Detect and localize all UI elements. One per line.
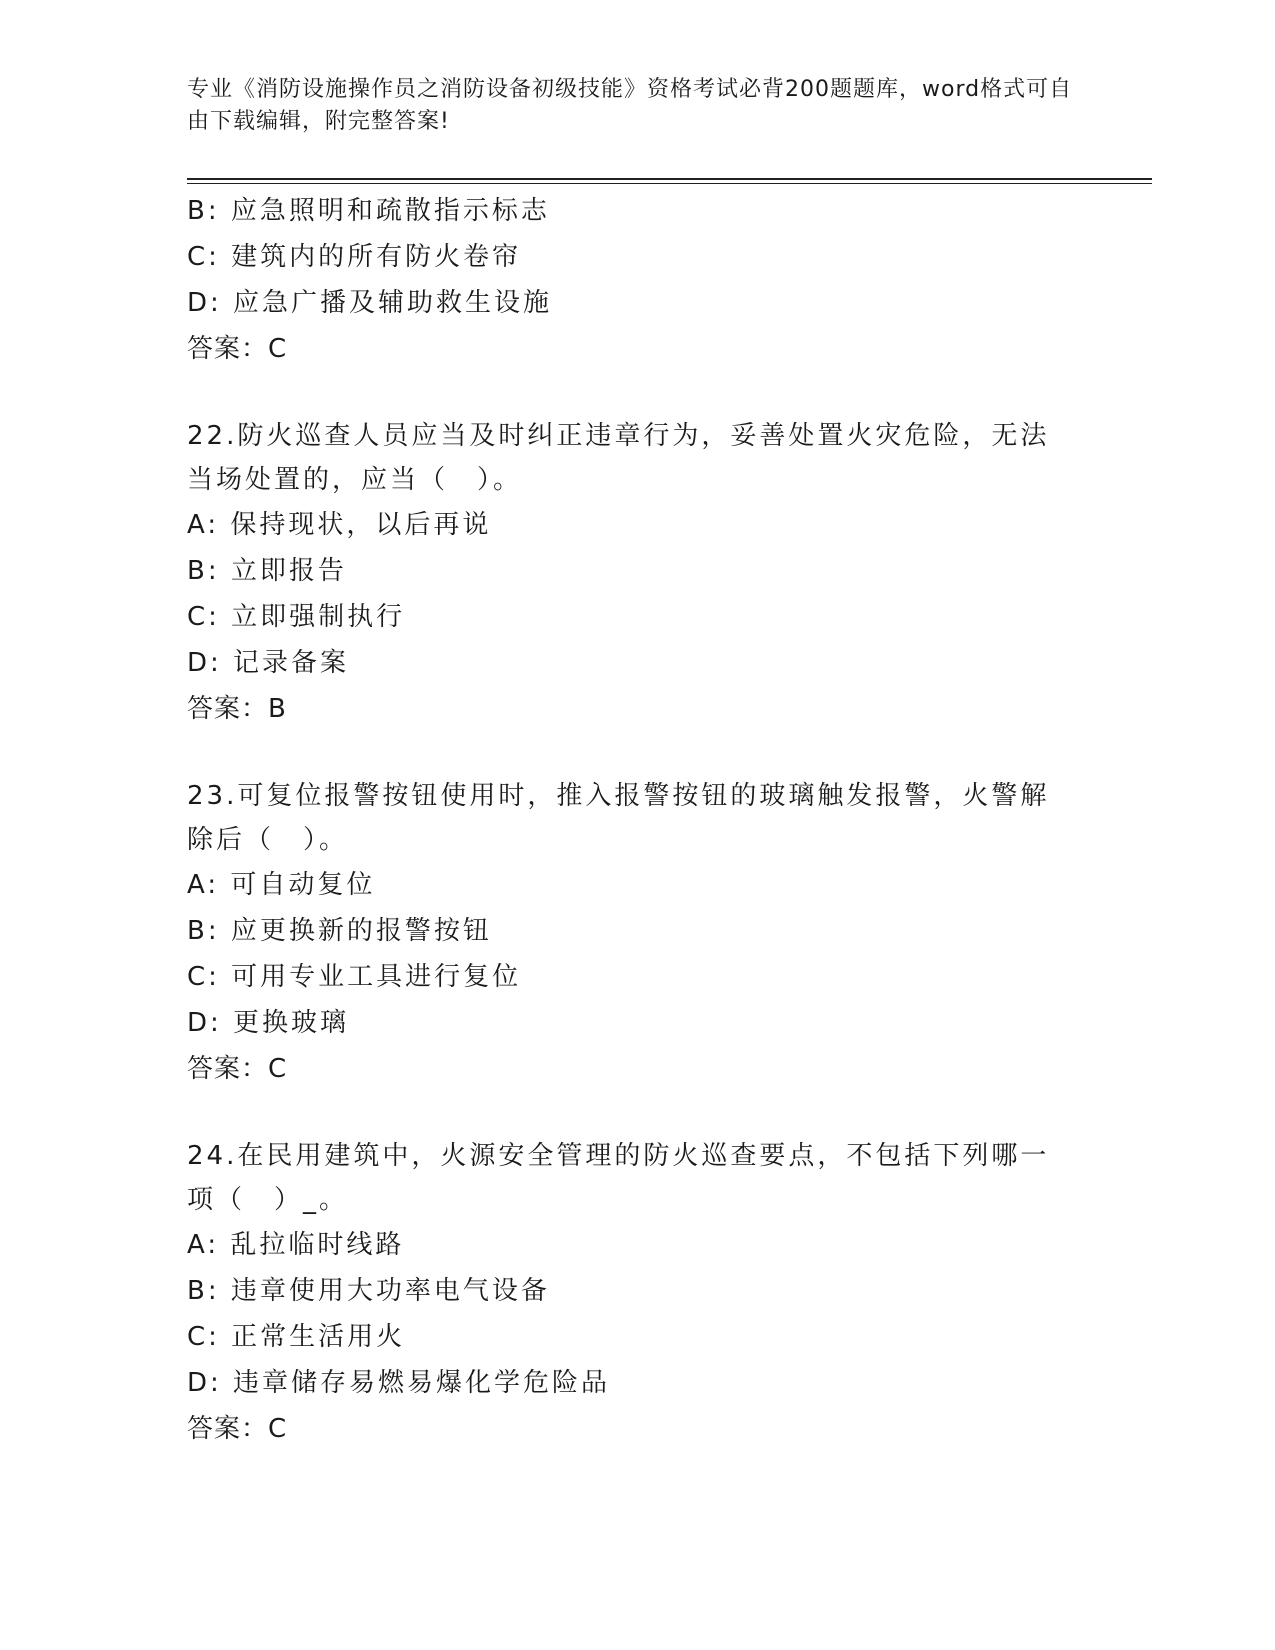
option-d: D: 违章储存易燃易爆化学危险品 — [187, 1368, 611, 1398]
question-23 — [187, 774, 1087, 1092]
continued-question — [187, 188, 1087, 372]
option-c: C: 可用专业工具进行复位 — [187, 962, 522, 992]
question-24 — [187, 1134, 1087, 1452]
option-d: D: 应急广播及辅助救生设施 — [187, 288, 553, 318]
answer-line: 答案：C — [187, 334, 288, 364]
option-d: D: 记录备案 — [187, 648, 350, 678]
option-d: D: 更换玻璃 — [187, 1008, 350, 1038]
question-22 — [187, 414, 1087, 732]
question-text: 23.可复位报警按钮使用时，推入报警按钮的玻璃触发报警，火警解除后（ ）。 — [187, 781, 1050, 855]
answer-line: 答案：C — [187, 1414, 288, 1444]
question-text: 22.防火巡查人员应当及时纠正违章行为，妥善处置火灾危险，无法当场处置的，应当（ ）。 — [187, 421, 1050, 495]
question-list — [187, 188, 1087, 1452]
option-a: A: 保持现状，以后再说 — [187, 510, 492, 540]
option-b: B: 应更换新的报警按钮 — [187, 916, 492, 946]
option-c: C: 立即强制执行 — [187, 602, 406, 632]
option-b: B: 违章使用大功率电气设备 — [187, 1276, 550, 1306]
option-c: C: 正常生活用火 — [187, 1322, 406, 1352]
option-b: B: 应急照明和疏散指示标志 — [187, 196, 550, 226]
header-divider-thin — [187, 183, 1152, 184]
option-c: C: 建筑内的所有防火卷帘 — [187, 242, 522, 272]
answer-line: 答案：C — [187, 1054, 288, 1084]
option-b: B: 立即报告 — [187, 556, 347, 586]
answer-line: 答案：B — [187, 694, 287, 724]
option-a: A: 可自动复位 — [187, 870, 376, 900]
question-text: 24.在民用建筑中，火源安全管理的防火巡查要点，不包括下列哪一项（ ）_。 — [187, 1141, 1050, 1215]
page-header: 专业《消防设施操作员之消防设备初级技能》资格考试必背200题题库，word格式可自由下载编辑，附完整答案! — [187, 77, 1073, 134]
header-divider — [187, 178, 1152, 180]
option-a: A: 乱拉临时线路 — [187, 1230, 405, 1260]
